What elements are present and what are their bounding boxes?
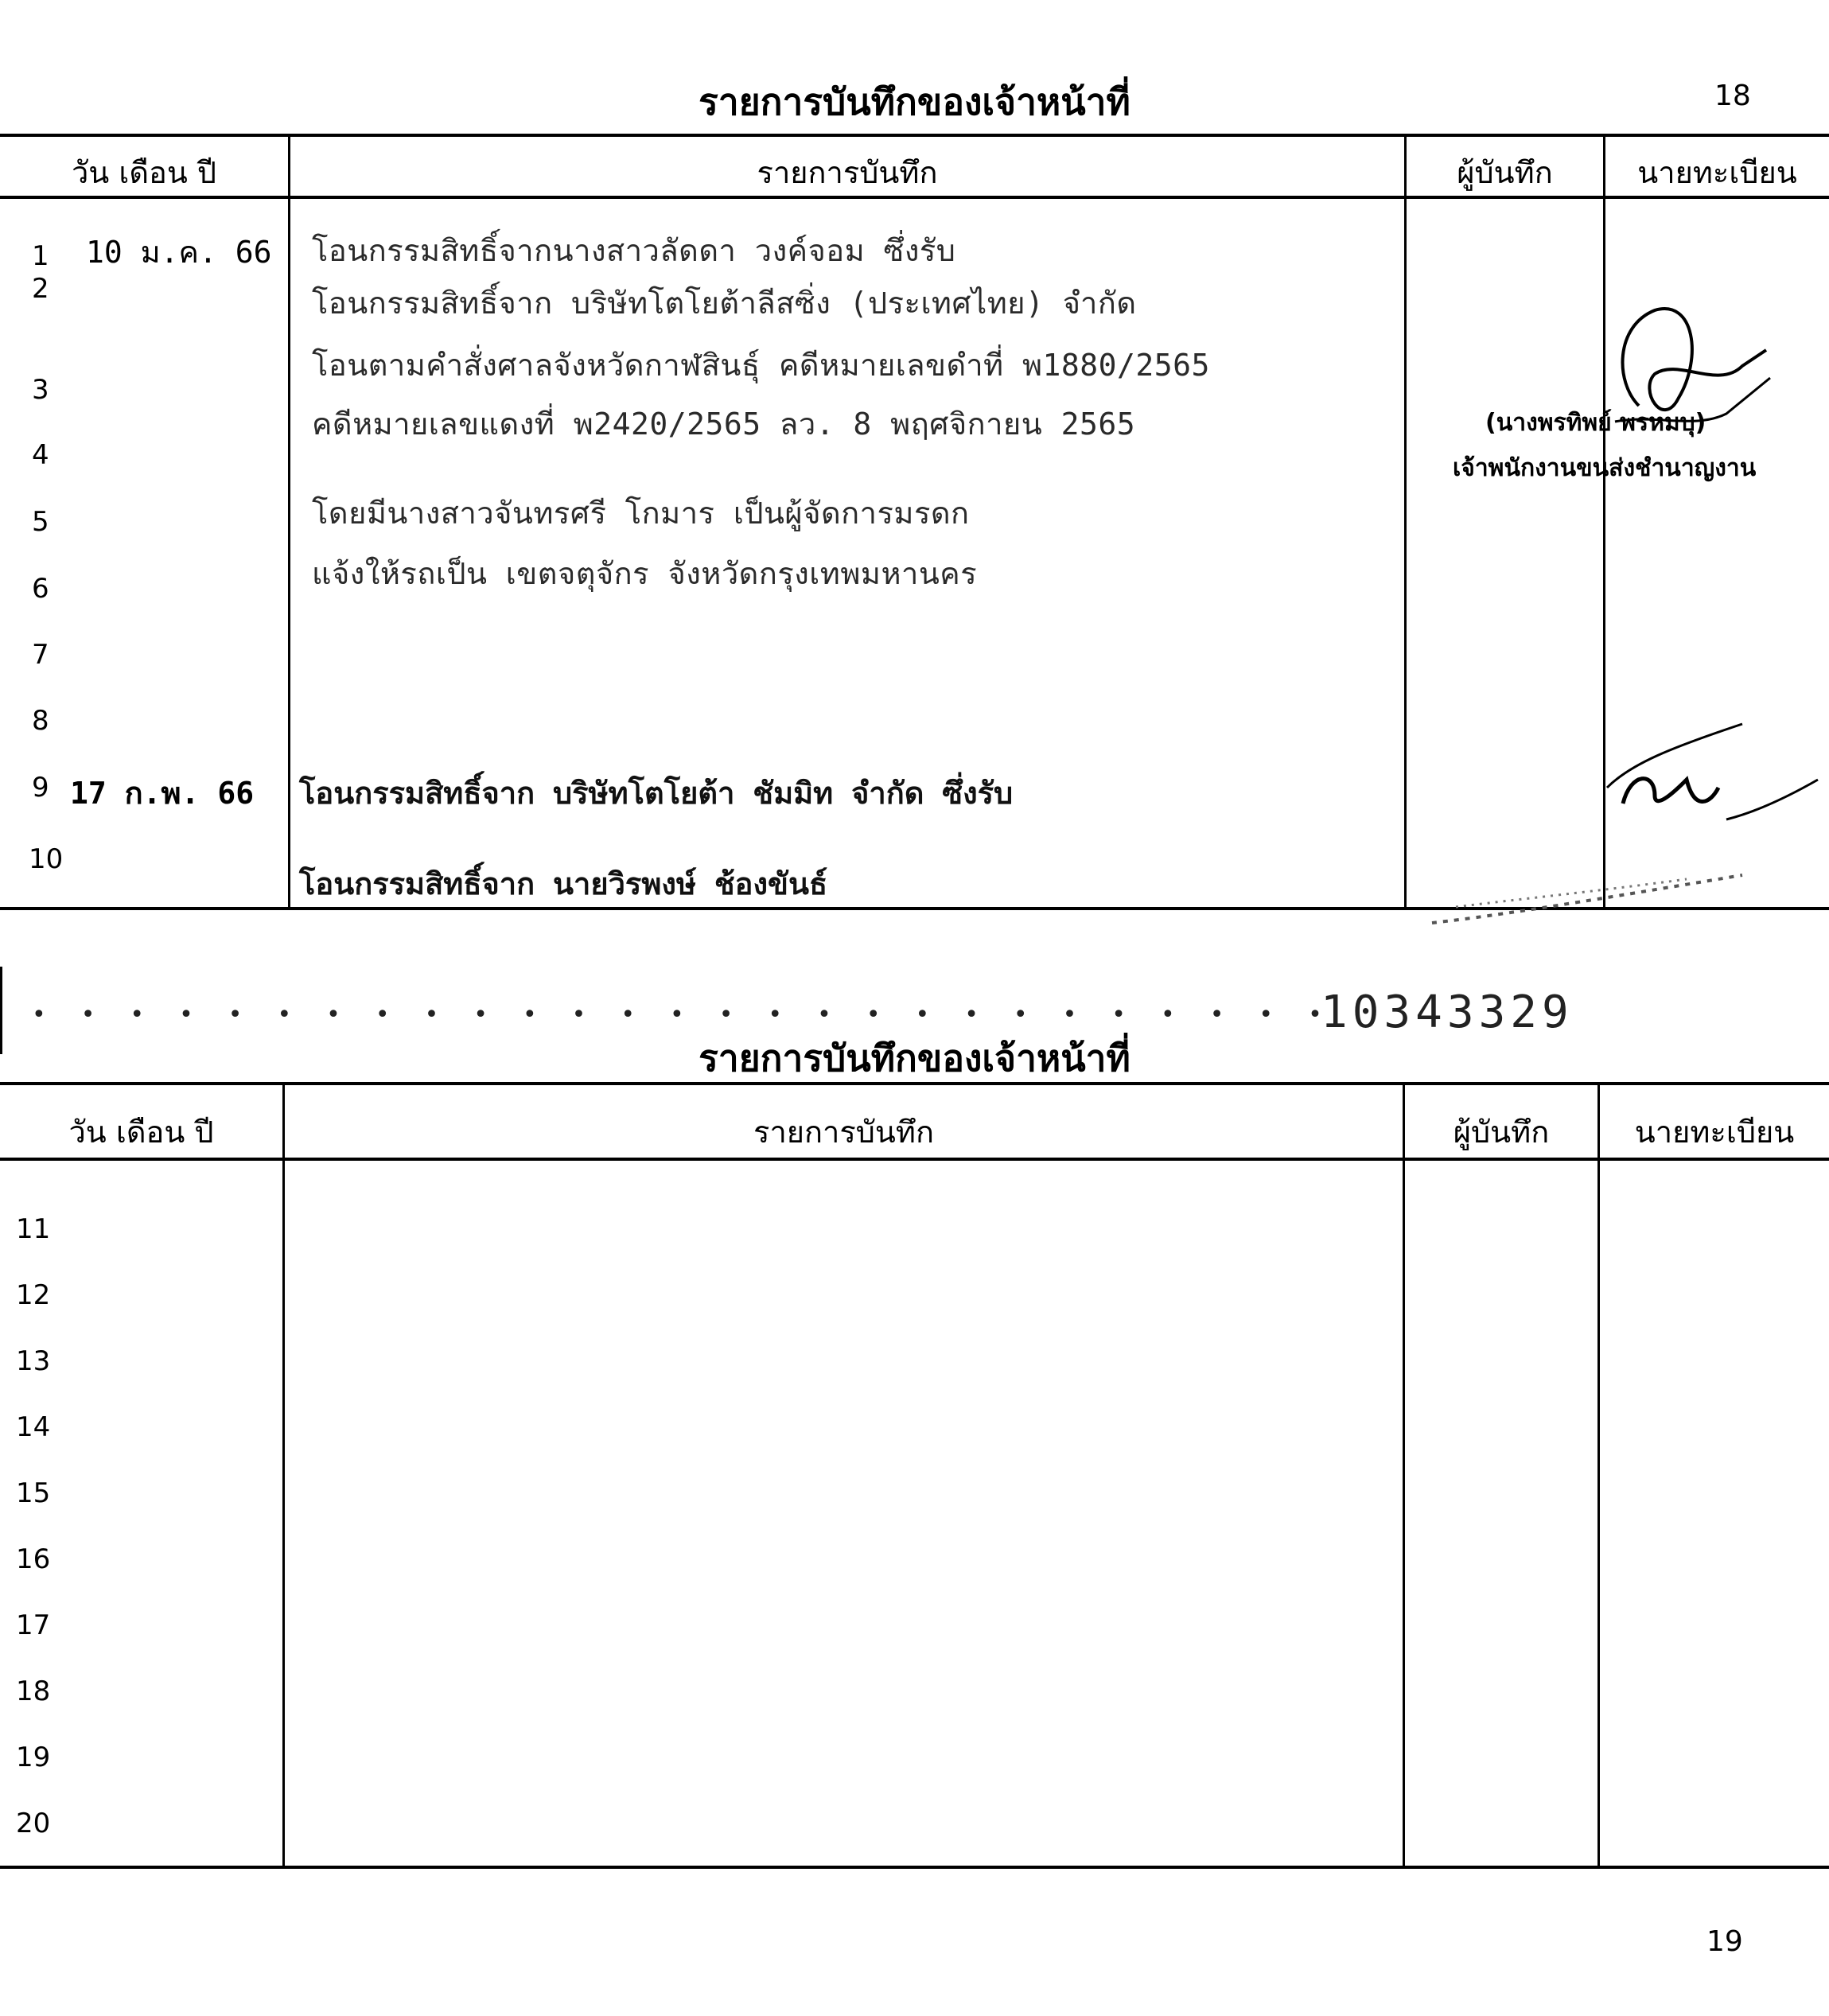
header-registrar: นายทะเบียน	[1637, 155, 1797, 190]
line-number: 18	[16, 1675, 51, 1707]
dotted-line: •••••••••••••••••••••••••••	[32, 1001, 1357, 1029]
page-title-bottom: รายการบันทึกของเจ้าหน้าที่	[699, 1037, 1130, 1080]
entry-line: โอนกรรมสิทธิ์จาก นายวิรพงษ์ ช้องขันธ์	[299, 866, 828, 901]
column-divider	[1404, 134, 1407, 907]
table-top-border	[0, 134, 1829, 137]
line-number: 2	[32, 273, 49, 305]
header-date: วัน เดือน ปี	[71, 155, 217, 190]
table-header-divider	[0, 1158, 1829, 1161]
entry-line: โอนกรรมสิทธิ์จากนางสาวลัดดา วงค์จอม ซึ่งรับ	[312, 233, 956, 268]
line-number: 12	[16, 1279, 51, 1311]
line-number: 10	[29, 843, 64, 875]
page-title-top: รายการบันทึกของเจ้าหน้าที่	[699, 80, 1130, 123]
line-number: 4	[32, 439, 49, 471]
entry-line: แจ้งให้รถเป็น เขตจตุจักร จังหวัดกรุงเทพมหานคร	[312, 556, 978, 591]
entry-date: 17 ก.พ. 66	[70, 776, 255, 811]
entry-date: 10 ม.ค. 66	[86, 235, 272, 270]
header-entry: รายการบันทึก	[757, 155, 938, 190]
line-number: 9	[32, 772, 49, 804]
signature-name: (นางพรทิพย์ พรหมบุ)	[1485, 409, 1706, 437]
line-number: 20	[16, 1808, 51, 1839]
table-top-border	[0, 1082, 1829, 1085]
signature-title: เจ้าพนักงานขนส่งชำนาญงาน	[1453, 454, 1757, 482]
line-number: 6	[32, 573, 49, 605]
line-number: 7	[32, 639, 49, 671]
line-number: 3	[32, 374, 49, 406]
line-number: 11	[16, 1213, 51, 1245]
signature-scribble	[1583, 294, 1790, 469]
entry-line: โอนกรรมสิทธิ์จาก บริษัทโตโยต้าลีสซิ่ง (ประเทศไทย) จำกัด	[312, 286, 1137, 321]
column-divider	[282, 1082, 285, 1866]
entry-line: โอนกรรมสิทธิ์จาก บริษัทโตโยต้า ชัมมิท จำกัด ซึ่งรับ	[299, 776, 1014, 811]
column-divider	[288, 134, 290, 907]
header-recorder: ผู้บันทึก	[1457, 155, 1553, 190]
line-number: 15	[16, 1477, 51, 1509]
line-number: 1	[32, 240, 49, 272]
line-number: 13	[16, 1345, 51, 1377]
faded-stamp	[1424, 843, 1758, 939]
column-divider	[1403, 1082, 1405, 1866]
header-entry: รายการบันทึก	[753, 1115, 934, 1150]
table-bottom-border	[0, 1866, 1829, 1869]
page-number-bottom: 19	[1706, 1925, 1743, 1958]
header-date: วัน เดือน ปี	[68, 1115, 214, 1150]
header-recorder: ผู้บันทึก	[1453, 1115, 1550, 1150]
entry-line: โอนตามคำสั่งศาลจังหวัดกาฬสินธุ์ คดีหมายเลขดำที่ พ1880/2565	[312, 348, 1210, 383]
document-serial: 10343329	[1321, 987, 1574, 1038]
line-number: 8	[32, 705, 49, 737]
line-number: 17	[16, 1609, 51, 1641]
page-number-top: 18	[1714, 80, 1751, 112]
signature-scribble-2	[1599, 716, 1822, 851]
line-number: 19	[16, 1742, 51, 1773]
line-number: 14	[16, 1411, 51, 1443]
line-number: 16	[16, 1543, 51, 1575]
line-number: 5	[32, 506, 49, 538]
header-registrar: นายทะเบียน	[1634, 1115, 1795, 1150]
column-divider	[1597, 1082, 1600, 1866]
entry-line: คดีหมายเลขแดงที่ พ2420/2565 ลว. 8 พฤศจิกายน 2565	[312, 407, 1136, 442]
entry-line: โดยมีนางสาวจันทรศรี โกมาร เป็นผู้จัดการมรดก	[312, 496, 970, 531]
